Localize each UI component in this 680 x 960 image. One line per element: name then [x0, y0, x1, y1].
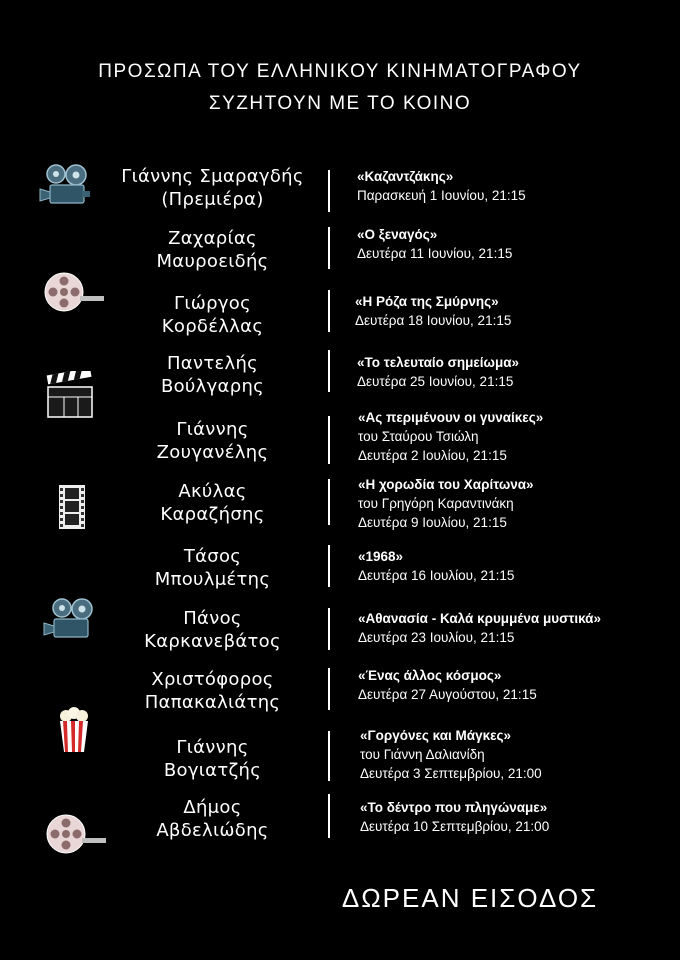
separator [328, 350, 330, 392]
event-row [0, 666, 680, 726]
film-info [358, 475, 678, 532]
person-name: Πάνος Καρκανεβάτος [144, 608, 281, 652]
separator [328, 416, 330, 464]
person-name: Παντελής Βούλγαρης [160, 353, 265, 397]
film-info [355, 292, 675, 330]
person-name: Γιάννης Βογιατζής [163, 737, 262, 781]
film-info [358, 609, 678, 647]
film-title: «Καζαντζάκης» [357, 169, 454, 184]
film-reel-icon [40, 270, 106, 316]
film-title: «Η χορωδία του Χαρίτωνα» [358, 477, 534, 492]
free-entry-label: ΔΩΡΕΑΝ ΕΙΣΟΔΟΣ [341, 883, 599, 913]
film-info [357, 225, 677, 263]
person-name: Τάσος Μπουλμέτης [154, 546, 271, 590]
screening-date: Δευτέρα 25 Ιουνίου, 21:15 [357, 374, 514, 389]
film-info [358, 408, 678, 465]
film-reel-icon [42, 812, 108, 858]
separator [328, 290, 330, 332]
clapperboard-icon [46, 371, 96, 419]
poster-header [0, 56, 680, 120]
screening-date: Δευτέρα 10 Σεπτεμβρίου, 21:00 [360, 819, 550, 834]
film-info [357, 353, 677, 391]
event-row [0, 543, 680, 603]
person-name: Ακύλας Καραζήσης [160, 481, 265, 525]
film-info [360, 726, 680, 783]
separator [328, 731, 330, 781]
film-title: «Η Ρόζα της Σμύρνης» [355, 294, 499, 309]
header-line-2: ΣΥΖΗΤΟΥΝ ΜΕ ΤΟ ΚΟΙΝΟ [208, 93, 472, 114]
film-credit: του Γιάννη Δαλιανίδη [360, 747, 485, 762]
separator [328, 545, 330, 587]
film-info [357, 167, 677, 205]
event-row [0, 603, 680, 663]
person-name: Γιώργος Κορδέλλας [161, 293, 264, 337]
screening-date: Δευτέρα 2 Ιουλίου, 21:15 [358, 448, 507, 463]
projector-icon [40, 597, 100, 645]
film-title: «Το δέντρο που πληγώναμε» [360, 800, 548, 815]
header-line-1: ΠΡΟΣΩΠΑ ΤΟΥ ΕΛΛΗΝΙΚΟΥ ΚΙΝΗΜΑΤΟΓΡΑΦΟΥ [98, 61, 582, 82]
separator [328, 227, 330, 269]
person-name: Δήμος Αβδελιώδης [156, 797, 269, 841]
person-name: Γιάννης Σμαραγδής (Πρεμιέρα) [121, 166, 304, 210]
film-title: «Ο ξεναγός» [357, 227, 438, 242]
screening-date: Δευτέρα 16 Ιουλίου, 21:15 [358, 568, 515, 583]
separator [328, 794, 330, 838]
separator [328, 479, 330, 525]
separator [328, 668, 330, 710]
film-strip-icon [58, 484, 86, 530]
screening-date: Δευτέρα 27 Αυγούστου, 21:15 [358, 687, 537, 702]
screening-date: Δευτέρα 18 Ιουνίου, 21:15 [355, 313, 512, 328]
screening-date: Δευτέρα 23 Ιουλίου, 21:15 [358, 630, 515, 645]
event-row [0, 350, 680, 410]
separator [328, 170, 330, 212]
film-credit: του Γρηγόρη Καραντινάκη [358, 496, 514, 511]
event-row [0, 475, 680, 535]
event-row [0, 408, 680, 468]
screening-date: Δευτέρα 9 Ιουλίου, 21:15 [358, 515, 507, 530]
projector-icon [38, 163, 98, 211]
event-row [0, 726, 680, 786]
film-title: «Ένας άλλος κόσμος» [358, 668, 502, 683]
film-title: «Ας περιμένουν οι γυναίκες» [358, 410, 544, 425]
film-title: «Το τελευταίο σημείωμα» [357, 355, 520, 370]
film-title: «1968» [358, 549, 404, 564]
film-title: «Γοργόνες και Μάγκες» [360, 728, 512, 743]
event-row [0, 163, 680, 223]
film-info [358, 666, 678, 704]
screening-date: Δευτέρα 11 Ιουνίου, 21:15 [357, 246, 513, 261]
screening-date: Παρασκευή 1 Ιουνίου, 21:15 [357, 188, 526, 203]
film-credit: του Σταύρου Τσιώλη [358, 429, 479, 444]
person-name: Γιάννης Ζουγανέλης [156, 419, 269, 463]
person-name: Ζαχαρίας Μαυροειδής [156, 228, 269, 272]
screening-date: Δευτέρα 3 Σεπτεμβρίου, 21:00 [360, 766, 542, 781]
separator [328, 608, 330, 650]
popcorn-icon [58, 707, 90, 753]
film-info [360, 798, 680, 836]
film-info [358, 547, 678, 585]
person-name: Χριστόφορος Παπακαλιάτης [144, 669, 281, 713]
film-title: «Αθανασία - Καλά κρυμμένα μυστικά» [358, 611, 601, 626]
